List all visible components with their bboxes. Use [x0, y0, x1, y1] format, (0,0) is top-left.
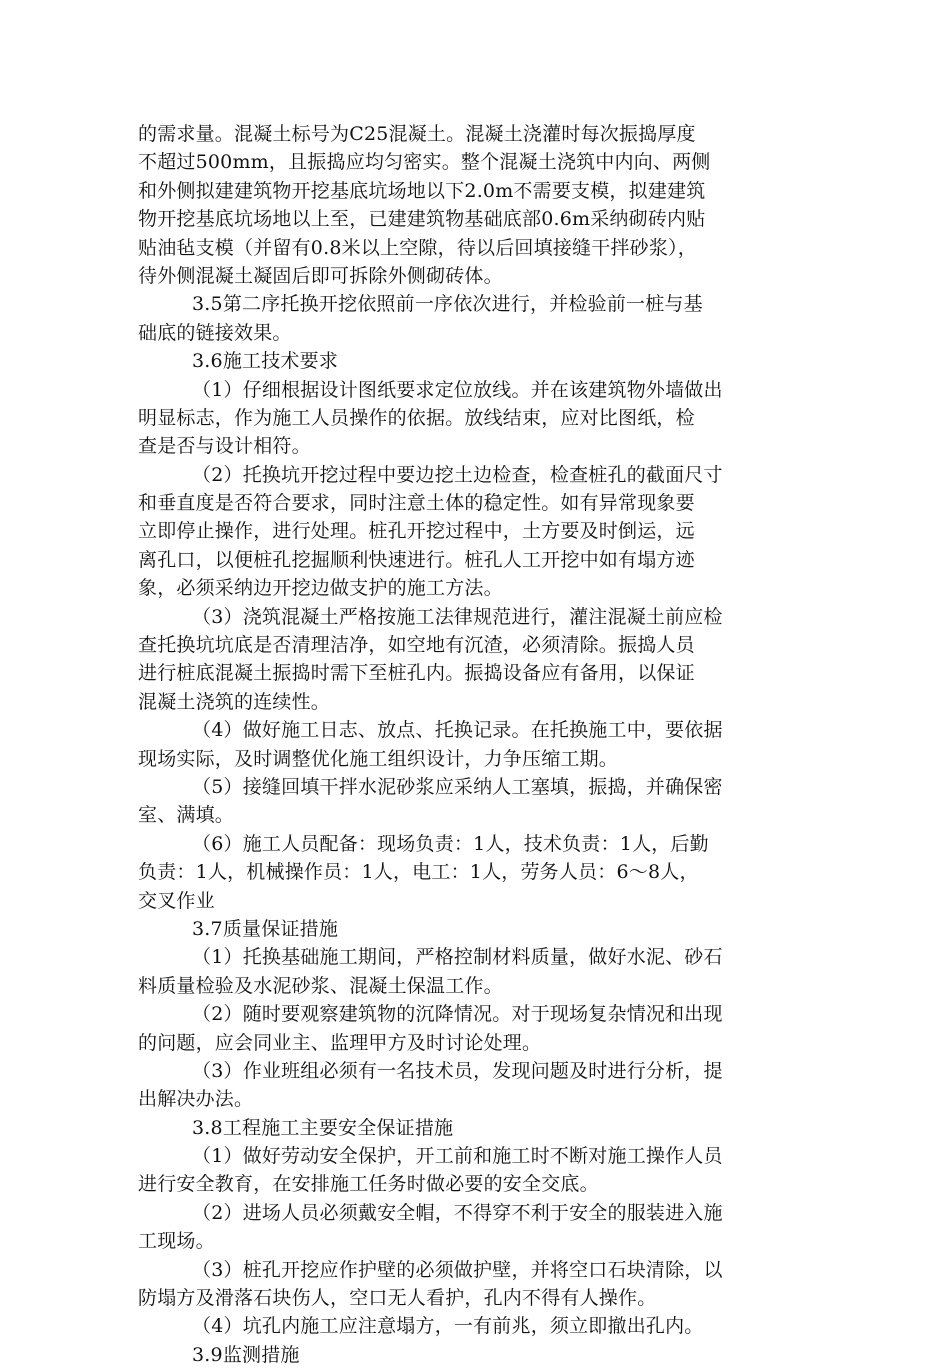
paragraph-start-line: （2）随时要观察建筑物的沉降情况。对于现场复杂情况和出现	[192, 1003, 723, 1026]
paragraph-start-line: 3.5第二序托换开挖依照前一序依次进行，并检验前一桩与基	[192, 293, 703, 316]
paragraph-start-line: （2）进场人员必须戴安全帽，不得穿不利于安全的服装进入施	[192, 1201, 723, 1224]
text-line: 交叉作业	[138, 889, 215, 912]
text-line: 查托换坑坑底是否清理洁净，如空地有沉渣，必须清除。振捣人员	[138, 634, 695, 657]
paragraph-start-line: （6）施工人员配备：现场负责：1人，技术负责：1人，后勤	[192, 832, 709, 855]
document-body	[138, 120, 808, 1369]
text-line: 离孔口，以便桩孔挖掘顺利快速进行。桩孔人工开挖中如有塌方迹	[138, 548, 695, 571]
text-line: 不超过500mm，且振捣应均匀密实。整个混凝土浇筑中内向、两侧	[138, 151, 711, 174]
text-line: 和外侧拟建建筑物开挖基底坑场地以下2.0m不需要支模，拟建建筑	[138, 179, 706, 202]
paragraph-start-line: 3.8工程施工主要安全保证措施	[192, 1116, 454, 1139]
text-line: 础底的链接效果。	[138, 321, 292, 344]
paragraph-start-line: （4）做好施工日志、放点、托换记录。在托换施工中，要依据	[192, 719, 723, 742]
text-line: 的需求量。混凝土标号为C25混凝土。混凝土浇灌时每次振捣厚度	[138, 123, 696, 145]
paragraph-start-line: 3.9监测措施	[192, 1343, 300, 1366]
text-line: 工现场。	[138, 1230, 215, 1253]
text-line: 的问题，应会同业主、监理甲方及时讨论处理。	[138, 1031, 542, 1054]
paragraph-start-line: （3）桩孔开挖应作护壁的必须做护壁，并将空口石块清除，以	[192, 1258, 723, 1281]
paragraph-start-line: （2）托换坑开挖过程中要边挖土边检查，检查桩孔的截面尺寸	[192, 463, 723, 486]
text-line: 象，必须采纳边开挖边做支护的施工方法。	[138, 577, 503, 600]
paragraph-start-line: （3）浇筑混凝土严格按施工法律规范进行，灌注混凝土前应检	[192, 605, 723, 628]
text-line: 待外侧混凝土凝固后即可拆除外侧砌砖体。	[138, 264, 503, 287]
paragraph-start-line: （1）仔细根据设计图纸要求定位放线。并在该建筑物外墙做出	[192, 378, 723, 401]
text-line: 进行安全教育，在安排施工任务时做必要的安全交底。	[138, 1173, 599, 1196]
text-line: 料质量检验及水泥砂浆、混凝土保温工作。	[138, 974, 503, 997]
paragraph-start-line: （1）托换基础施工期间，严格控制材料质量，做好水泥、砂石	[192, 946, 723, 969]
text-line: 防塌方及滑落石块伤人，空口无人看护，孔内不得有人操作。	[138, 1287, 657, 1310]
paragraph-start-line: （3）作业班组必须有一名技术员，发现问题及时进行分析，提	[192, 1059, 723, 1082]
text-line: 立即停止操作，进行处理。桩孔开挖过程中，土方要及时倒运，远	[138, 520, 695, 543]
text-line: 查是否与设计相符。	[138, 435, 311, 458]
text-line: 负责：1人，机械操作员：1人，电工：1人，劳务人员：6～8人，	[138, 861, 699, 884]
text-line: 室、满填。	[138, 804, 235, 827]
paragraph-start-line: （1）做好劳动安全保护，开工前和施工时不断对施工操作人员	[192, 1145, 723, 1168]
paragraph-start-line: （5）接缝回填干拌水泥砂浆应采纳人工塞填，振捣，并确保密	[192, 775, 723, 798]
paragraph-start-line: （4）坑孔内施工应注意塌方，一有前兆，须立即撤出孔内。	[192, 1315, 704, 1338]
paragraph-start-line: 3.7质量保证措施	[192, 917, 339, 940]
text-line: 和垂直度是否符合要求，同时注意土体的稳定性。如有异常现象要	[138, 492, 695, 515]
text-line: 现场实际，及时调整优化施工组织设计，力争压缩工期。	[138, 747, 619, 770]
text-line: 明显标志，作为施工人员操作的依据。放线结束，应对比图纸，检	[138, 406, 695, 429]
text-line: 混凝土浇筑的连续性。	[138, 690, 331, 713]
paragraph-start-line: 3.6施工技术要求	[192, 350, 339, 373]
text-line: 贴油毡支模（并留有0.8米以上空隙，待以后回填接缝干拌砂浆），	[138, 236, 697, 259]
text-line: 物开挖基底坑场地以上至，已建建筑物基础底部0.6m采纳砌砖内贴	[138, 208, 706, 231]
text-line: 进行桩底混凝土振捣时需下至桩孔内。振捣设备应有备用，以保证	[138, 662, 695, 685]
text-line: 出解决办法。	[138, 1088, 254, 1111]
